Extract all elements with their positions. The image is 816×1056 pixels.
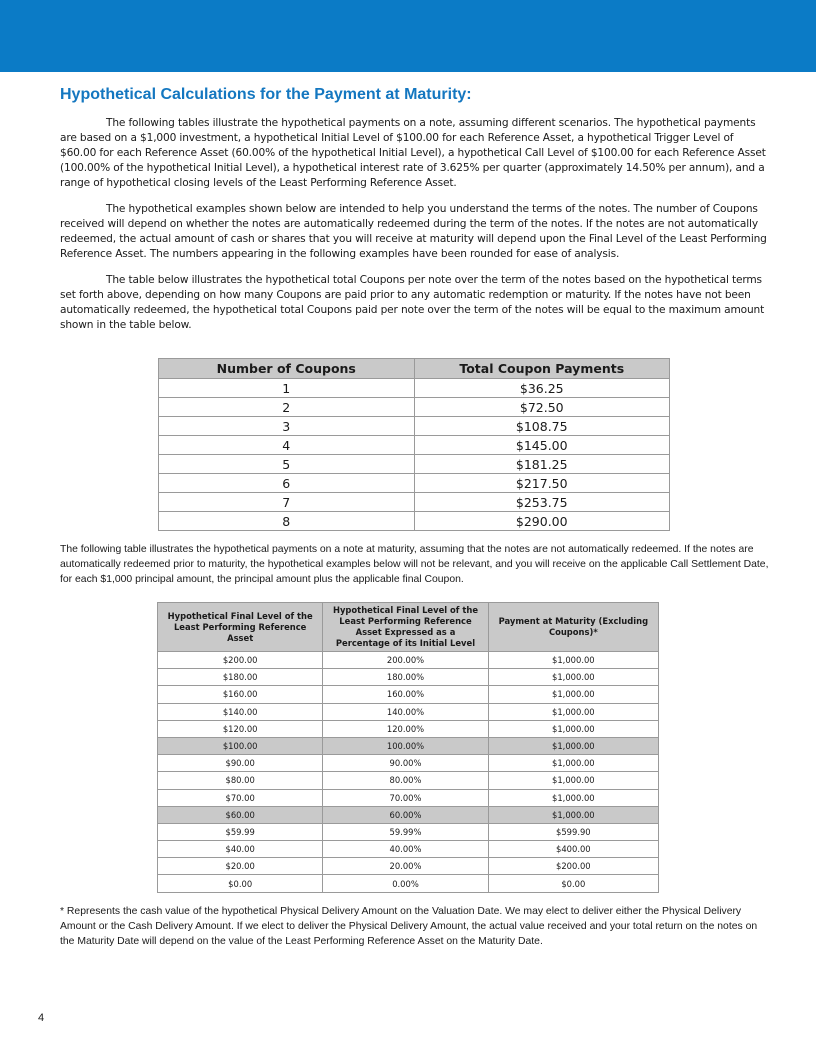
payment-at-maturity-header: Payment at Maturity (Excluding Coupons)*: [488, 603, 658, 652]
final-level-percent-cell: 140.00%: [323, 703, 488, 720]
maturity-table-body: [158, 652, 659, 893]
final-level-percent-cell: 40.00%: [323, 841, 488, 858]
table-row: [158, 858, 659, 875]
final-level-percent-cell: 70.00%: [323, 789, 488, 806]
final-level-percent-header: Hypothetical Final Level of the Least Performing Reference Asset Expressed as a Percentage of its Initial Level: [323, 603, 488, 652]
coupon-table-header-row: [159, 359, 670, 379]
table-row: [158, 772, 659, 789]
final-level-cell: $40.00: [158, 841, 323, 858]
maturity-table: [157, 602, 659, 893]
payment-at-maturity-cell: $599.90: [488, 823, 658, 840]
coupon-total-cell: $217.50: [414, 474, 670, 493]
final-level-percent-cell: 90.00%: [323, 755, 488, 772]
main-content: [60, 86, 772, 344]
coupon-count-cell: 7: [159, 493, 415, 512]
payment-at-maturity-cell: $1,000.00: [488, 789, 658, 806]
final-level-cell: $160.00: [158, 686, 323, 703]
table-row: [159, 398, 670, 417]
maturity-table-intro: [60, 542, 774, 587]
table-row: [159, 493, 670, 512]
payment-at-maturity-cell: $1,000.00: [488, 737, 658, 754]
final-level-cell: $60.00: [158, 806, 323, 823]
final-level-cell: $90.00: [158, 755, 323, 772]
final-level-percent-cell: 0.00%: [323, 875, 488, 892]
coupon-count-cell: 5: [159, 455, 415, 474]
final-level-cell: $200.00: [158, 652, 323, 669]
final-level-percent-cell: 20.00%: [323, 858, 488, 875]
table-row: [159, 436, 670, 455]
table-row: [158, 652, 659, 669]
final-level-cell: $70.00: [158, 789, 323, 806]
final-level-percent-cell: 120.00%: [323, 720, 488, 737]
final-level-percent-cell: 160.00%: [323, 686, 488, 703]
final-level-cell: $120.00: [158, 720, 323, 737]
final-level-percent-cell: 100.00%: [323, 737, 488, 754]
table-row: [159, 417, 670, 436]
examples-paragraph: The hypothetical examples shown below are intended to help you understand the terms of the notes. The number of Coupons received will depend on whether the notes are automatically redeemed during the term of the notes. If the notes are not automatically redeemed, the actual amount of cash or shares that you will receive at maturity will depend upon the Final Level of the Least Performing Reference Asset. The numbers appearing in the following examples have been rounded for ease of analysis.: [60, 203, 767, 260]
final-level-cell: $180.00: [158, 669, 323, 686]
payment-at-maturity-cell: $1,000.00: [488, 720, 658, 737]
coupon-table-intro-paragraph: The table below illustrates the hypothetical total Coupons per note over the term of the notes based on the hypothetical terms set forth above, depending on how many Coupons are paid prior to any automatic redemption or maturity. If the notes have not been automatically redeemed, the hypothetical total Coupons paid per note over the term of the notes will be equal to the maximum amount shown in the table below.: [60, 274, 765, 331]
coupon-total-cell: $108.75: [414, 417, 670, 436]
coupon-total-header: Total Coupon Payments: [414, 359, 670, 379]
payment-at-maturity-cell: $1,000.00: [488, 686, 658, 703]
table-row: [158, 841, 659, 858]
payment-at-maturity-cell: $0.00: [488, 875, 658, 892]
payment-at-maturity-cell: $1,000.00: [488, 772, 658, 789]
intro-paragraph: The following tables illustrate the hypothetical payments on a note, assuming different scenarios. The hypothetical payments are based on a $1,000 investment, a hypothetical Initial Level of $100.00 for each Reference Asset, a hypothetical Trigger Level of $60.00 for each Reference Asset (60.00% of the hypothetical Initial Level), a hypothetical Call Level of $100.00 for each Reference Asset (100.00% of the hypothetical Initial Level), a hypothetical interest rate of 3.625% per quarter (approximately 14.50% per annum), and a range of hypothetical closing levels of the Least Performing Reference Asset.: [60, 117, 766, 189]
coupon-count-cell: 2: [159, 398, 415, 417]
coupon-count-cell: 1: [159, 379, 415, 398]
coupon-count-cell: 8: [159, 512, 415, 531]
maturity-table-header-row: [158, 603, 659, 652]
payment-at-maturity-cell: $1,000.00: [488, 755, 658, 772]
table-row: [158, 875, 659, 892]
table-row: [158, 686, 659, 703]
payment-at-maturity-cell: $1,000.00: [488, 703, 658, 720]
table-row: [158, 737, 659, 754]
final-level-cell: $0.00: [158, 875, 323, 892]
coupon-total-cell: $181.25: [414, 455, 670, 474]
payment-at-maturity-cell: $400.00: [488, 841, 658, 858]
table-row: [158, 669, 659, 686]
final-level-percent-cell: 59.99%: [323, 823, 488, 840]
header-band: [0, 0, 816, 72]
final-level-header: Hypothetical Final Level of the Least Performing Reference Asset: [158, 603, 323, 652]
final-level-cell: $140.00: [158, 703, 323, 720]
coupon-count-cell: 6: [159, 474, 415, 493]
payment-at-maturity-cell: $1,000.00: [488, 652, 658, 669]
maturity-intro-paragraph: The following table illustrates the hypothetical payments on a note at maturity, assuming that the notes are not automatically redeemed. If the notes are automatically redeemed prior to maturity, the hypothetical examples below will not be relevant, and you will receive on the applicable Call Settlement Date, for each $1,000 principal amount, the principal amount plus the applicable final Coupon.: [60, 544, 769, 585]
coupon-count-cell: 4: [159, 436, 415, 455]
table-row: [158, 823, 659, 840]
coupon-total-cell: $253.75: [414, 493, 670, 512]
final-level-percent-cell: 80.00%: [323, 772, 488, 789]
page-title: Hypothetical Calculations for the Payment at Maturity:: [60, 86, 472, 103]
table-row: [158, 806, 659, 823]
table-row: [158, 755, 659, 772]
final-level-percent-cell: 180.00%: [323, 669, 488, 686]
final-level-percent-cell: 200.00%: [323, 652, 488, 669]
table-row: [158, 720, 659, 737]
coupon-total-cell: $290.00: [414, 512, 670, 531]
page-number: 4: [38, 1012, 45, 1024]
coupon-table-body: [159, 379, 670, 531]
final-level-cell: $100.00: [158, 737, 323, 754]
table-row: [159, 512, 670, 531]
final-level-cell: $20.00: [158, 858, 323, 875]
final-level-cell: $80.00: [158, 772, 323, 789]
table-row: [159, 474, 670, 493]
payment-at-maturity-cell: $1,000.00: [488, 806, 658, 823]
payment-at-maturity-cell: $200.00: [488, 858, 658, 875]
coupon-total-cell: $145.00: [414, 436, 670, 455]
final-level-cell: $59.99: [158, 823, 323, 840]
table-row: [158, 789, 659, 806]
coupon-total-cell: $72.50: [414, 398, 670, 417]
coupon-count-cell: 3: [159, 417, 415, 436]
table-row: [158, 703, 659, 720]
coupon-total-cell: $36.25: [414, 379, 670, 398]
coupon-count-header: Number of Coupons: [159, 359, 415, 379]
footnote-text: * Represents the cash value of the hypothetical Physical Delivery Amount on the Valuation Date. We may elect to deliver either the Physical Delivery Amount or the Cash Delivery Amount. If we elect to deliver the Physical Delivery Amount, the actual value received and your total return on the notes on the Maturity Date will depend on the value of the Least Performing Reference Asset on the Maturity Date.: [60, 906, 758, 947]
footnote: [60, 904, 772, 949]
payment-at-maturity-cell: $1,000.00: [488, 669, 658, 686]
table-row: [159, 379, 670, 398]
coupon-table: [158, 358, 670, 531]
table-row: [159, 455, 670, 474]
final-level-percent-cell: 60.00%: [323, 806, 488, 823]
